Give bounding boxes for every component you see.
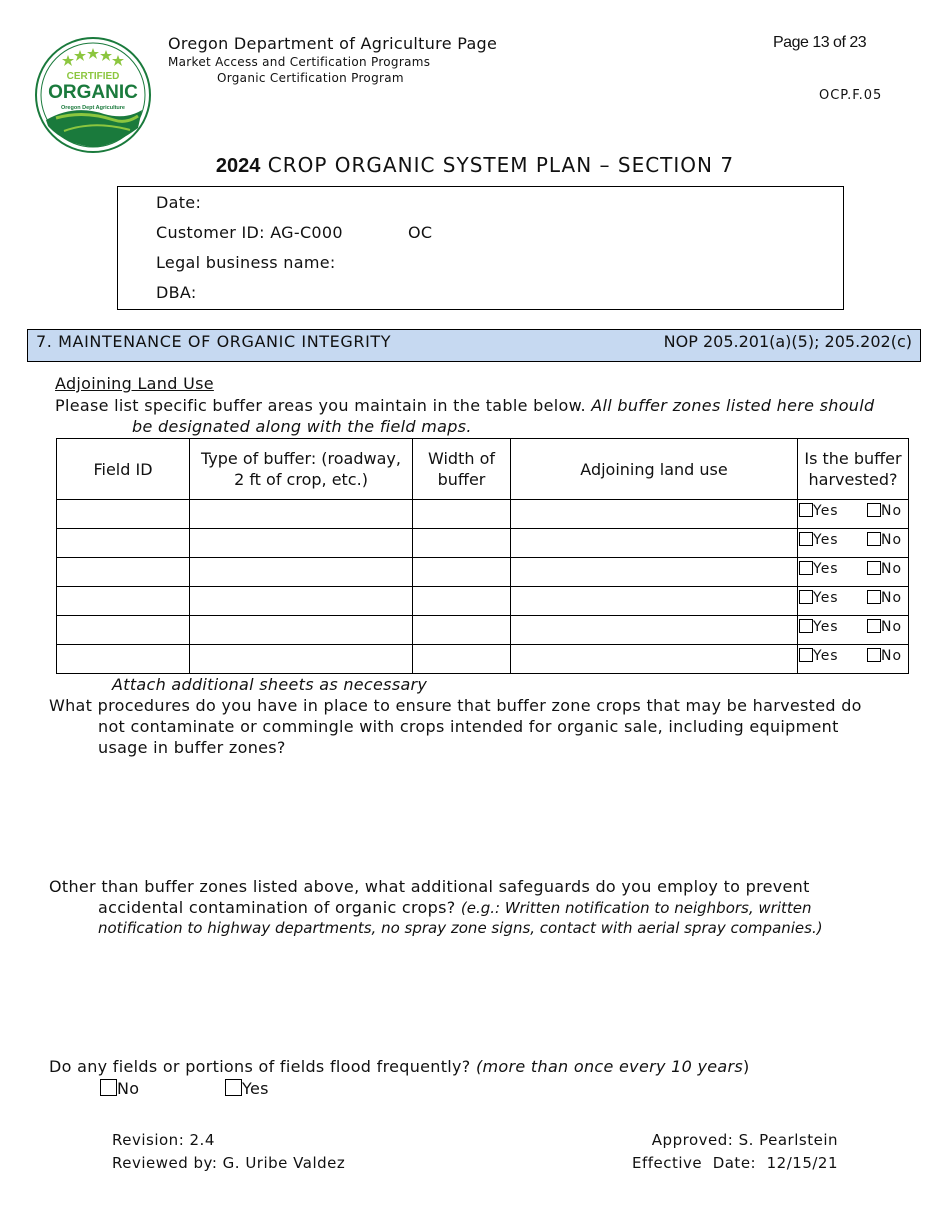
yes-label: Yes <box>813 503 839 519</box>
flood-yes-checkbox[interactable] <box>225 1079 242 1096</box>
field-id-cell[interactable] <box>57 645 190 674</box>
q2-line2-italic: (e.g.: Written notification to neighbors, written <box>460 899 812 917</box>
col-adjoining-land-use: Adjoining land use <box>511 439 798 500</box>
q2-line2 <box>98 898 812 917</box>
no-checkbox[interactable] <box>867 590 881 604</box>
title-year: 2024 <box>215 155 261 177</box>
yes-checkbox[interactable] <box>799 619 813 633</box>
q3-text: Do any fields or portions of fields flood frequently? <box>49 1057 471 1076</box>
page-title <box>0 153 950 178</box>
col-harvested: Is the buffer harvested? <box>798 439 909 500</box>
no-label: No <box>881 590 903 606</box>
no-checkbox[interactable] <box>867 532 881 546</box>
field-id-cell[interactable] <box>57 558 190 587</box>
footer-approved: Approved: S. Pearlstein <box>651 1131 838 1149</box>
col-buffer-type: Type of buffer: (roadway, 2 ft of crop, etc.) <box>190 439 413 500</box>
header-sub2: Organic Certification Program <box>217 71 404 85</box>
page-number: Page 13 of 23 <box>773 34 867 51</box>
q3-option-yes <box>225 1079 269 1098</box>
q1-line1: What procedures do you have in place to ensure that buffer zone crops that may be harvested do <box>49 696 862 715</box>
no-label: No <box>881 619 903 635</box>
land-use-cell[interactable] <box>511 616 798 645</box>
q1-line2: not contaminate or commingle with crops intended for organic sale, including equipment <box>98 717 839 736</box>
land-use-cell[interactable] <box>511 529 798 558</box>
no-checkbox[interactable] <box>867 561 881 575</box>
table-row <box>57 616 909 645</box>
adjoining-intro-italic: All buffer zones listed here should <box>591 396 875 415</box>
buffer-width-cell[interactable] <box>413 616 511 645</box>
adjoining-intro-italic-2: be designated along with the field maps. <box>132 417 472 436</box>
land-use-cell[interactable] <box>511 587 798 616</box>
yes-checkbox[interactable] <box>799 590 813 604</box>
adjoining-intro-text: Please list specific buffer areas you maintain in the table below. <box>55 396 586 415</box>
customer-id-suffix: OC <box>408 223 433 242</box>
no-checkbox[interactable] <box>867 648 881 662</box>
yes-label: Yes <box>813 648 839 664</box>
table-row <box>57 529 909 558</box>
no-label: No <box>881 532 903 548</box>
q2-line1: Other than buffer zones listed above, what additional safeguards do you employ to prevent <box>49 877 810 896</box>
svg-text:ORGANIC: ORGANIC <box>48 82 138 103</box>
yes-checkbox[interactable] <box>799 648 813 662</box>
harvested-cell <box>798 529 909 558</box>
no-label: No <box>881 503 903 519</box>
table-row <box>57 558 909 587</box>
harvested-cell <box>798 558 909 587</box>
footer-effective: Effective Date: 12/15/21 <box>631 1154 838 1172</box>
q1-line3: usage in buffer zones? <box>98 738 286 757</box>
harvested-cell <box>798 587 909 616</box>
yes-label: Yes <box>813 590 839 606</box>
date-label: Date: <box>156 193 202 212</box>
harvested-cell <box>798 645 909 674</box>
buffer-width-cell[interactable] <box>413 529 511 558</box>
table-row <box>57 500 909 529</box>
buffer-type-cell[interactable] <box>190 616 413 645</box>
svg-text:Oregon Dept Agriculture: Oregon Dept Agriculture <box>61 105 125 111</box>
buffer-type-cell[interactable] <box>190 645 413 674</box>
q3-italic: (more than once every 10 years <box>476 1057 743 1076</box>
buffer-width-cell[interactable] <box>413 558 511 587</box>
field-id-cell[interactable] <box>57 616 190 645</box>
dba-label: DBA: <box>156 283 197 302</box>
buffer-width-cell[interactable] <box>413 645 511 674</box>
flood-yes-label: Yes <box>242 1079 269 1098</box>
yes-label: Yes <box>813 561 839 577</box>
q3-option-no <box>100 1079 139 1098</box>
no-checkbox[interactable] <box>867 619 881 633</box>
buffer-type-cell[interactable] <box>190 529 413 558</box>
land-use-cell[interactable] <box>511 558 798 587</box>
harvested-cell <box>798 616 909 645</box>
yes-checkbox[interactable] <box>799 561 813 575</box>
certified-organic-logo <box>34 36 152 154</box>
section-title: 7. MAINTENANCE OF ORGANIC INTEGRITY <box>36 332 392 351</box>
buffer-type-cell[interactable] <box>190 587 413 616</box>
no-checkbox[interactable] <box>867 503 881 517</box>
no-label: No <box>881 561 903 577</box>
customer-id-label: Customer ID: AG-C000 <box>156 223 343 242</box>
flood-no-checkbox[interactable] <box>100 1079 117 1096</box>
legal-name-label: Legal business name: <box>156 253 336 272</box>
adjoining-intro <box>55 396 874 415</box>
footer-revision: Revision: 2.4 <box>112 1131 215 1149</box>
customer-info-box <box>117 186 844 310</box>
land-use-cell[interactable] <box>511 645 798 674</box>
q2-line2-text: accidental contamination of organic crops? <box>98 898 456 917</box>
col-buffer-width: Width of buffer <box>413 439 511 500</box>
yes-checkbox[interactable] <box>799 503 813 517</box>
col-field-id: Field ID <box>57 439 190 500</box>
buffer-type-cell[interactable] <box>190 500 413 529</box>
field-id-cell[interactable] <box>57 587 190 616</box>
section-header <box>27 329 921 362</box>
section-reference: NOP 205.201(a)(5); 205.202(c) <box>663 332 912 351</box>
flood-no-label: No <box>117 1079 140 1098</box>
table-row <box>57 587 909 616</box>
title-text: CROP ORGANIC SYSTEM PLAN – SECTION 7 <box>267 153 735 177</box>
header-org: Oregon Department of Agriculture Page <box>168 34 498 53</box>
footer-reviewed: Reviewed by: G. Uribe Valdez <box>112 1154 346 1172</box>
form-number: OCP.F.05 <box>819 88 883 103</box>
attach-note: Attach additional sheets as necessary <box>112 675 428 694</box>
header-sub1: Market Access and Certification Programs <box>168 55 431 69</box>
buffer-width-cell[interactable] <box>413 587 511 616</box>
buffer-table <box>56 438 909 674</box>
no-label: No <box>881 648 903 664</box>
svg-text:CERTIFIED: CERTIFIED <box>66 71 120 82</box>
yes-label: Yes <box>813 532 839 548</box>
field-id-cell[interactable] <box>57 500 190 529</box>
q2-line3: notification to highway departments, no spray zone signs, contact with aerial spray companies.) <box>98 919 823 937</box>
buffer-width-cell[interactable] <box>413 500 511 529</box>
table-header-row <box>57 439 909 500</box>
field-id-cell[interactable] <box>57 529 190 558</box>
buffer-type-cell[interactable] <box>190 558 413 587</box>
q3-question <box>49 1057 750 1076</box>
adjoining-heading: Adjoining Land Use <box>55 374 214 393</box>
yes-checkbox[interactable] <box>799 532 813 546</box>
table-row <box>57 645 909 674</box>
harvested-cell <box>798 500 909 529</box>
land-use-cell[interactable] <box>511 500 798 529</box>
yes-label: Yes <box>813 619 839 635</box>
q3-close-paren: ) <box>743 1057 750 1076</box>
